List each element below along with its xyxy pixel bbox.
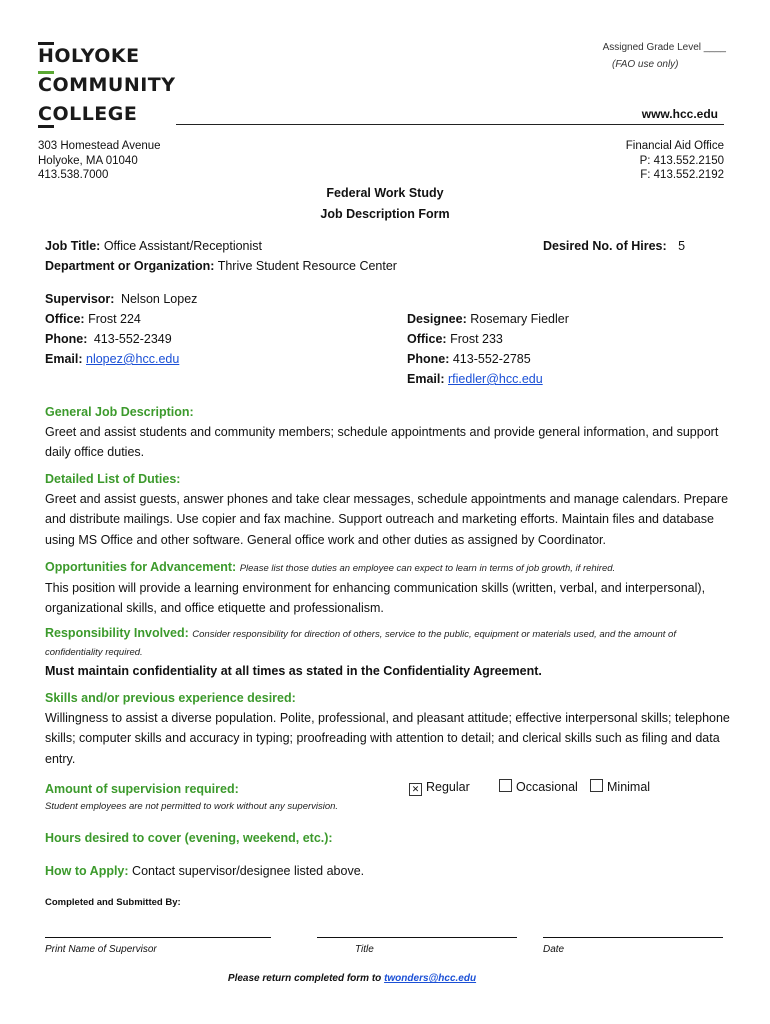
logo-line-community: COMMUNITY bbox=[38, 71, 176, 100]
designee-office-field: Office: Frost 233 bbox=[407, 332, 503, 346]
skills-text: Willingness to assist a diverse population. Polite, professional, and pleasant attitude; effective interpersonal skills; telephone skills; computer skills and accuracy in typing; proofreading with attention to detail; and clerical skills such as filing and data entry. bbox=[45, 711, 730, 766]
address-city: Holyoke, MA 01040 bbox=[38, 154, 138, 167]
general-description-text: Greet and assist students and community members; schedule appointments and provide general information, and support daily office duties. bbox=[45, 425, 719, 460]
apply-row bbox=[45, 861, 364, 881]
supervisor-name-field: Supervisor: Nelson Lopez bbox=[45, 292, 198, 306]
department-field: Department or Organization: Thrive Student Resource Center bbox=[45, 259, 397, 273]
responsibility-heading: Responsibility Involved: bbox=[45, 626, 189, 640]
completed-by-label: Completed and Submitted By: bbox=[45, 897, 181, 908]
skills-heading: Skills and/or previous experience desired: bbox=[45, 691, 296, 705]
general-description-heading: General Job Description: bbox=[45, 405, 194, 419]
office-fax: F: 413.552.2192 bbox=[640, 169, 724, 181]
supervision-option-occasional[interactable]: Occasional bbox=[499, 777, 578, 797]
supervision-option-regular[interactable]: ✕ Regular bbox=[409, 777, 470, 797]
job-title-field: Job Title: Office Assistant/Receptionist bbox=[45, 239, 263, 253]
office-phone: P: 413.552.2150 bbox=[639, 154, 724, 167]
regular-checkbox[interactable]: ✕ bbox=[409, 783, 422, 796]
title-line[interactable] bbox=[317, 937, 517, 938]
department-value: Thrive Student Resource Center bbox=[217, 259, 397, 273]
supervisor-name-value: Nelson Lopez bbox=[120, 292, 198, 306]
supervision-option-minimal[interactable]: Minimal bbox=[590, 777, 650, 797]
advancement-heading-row bbox=[45, 557, 745, 579]
apply-text: Contact supervisor/designee listed above. bbox=[132, 864, 365, 878]
form-title-line2: Job Description Form bbox=[320, 207, 450, 221]
hours-heading: Hours desired to cover (evening, weekend, etc.): bbox=[45, 831, 333, 845]
website-link[interactable]: www.hcc.edu bbox=[641, 107, 718, 121]
address-street: 303 Homestead Avenue bbox=[38, 140, 161, 152]
date-line[interactable] bbox=[543, 937, 723, 938]
designee-phone-field: Phone: 413-552-2785 bbox=[407, 352, 531, 366]
date-label: Date bbox=[543, 944, 565, 955]
designee-email-field: Email: rfiedler@hcc.edu bbox=[407, 372, 543, 386]
supervisor-office-field: Office: Frost 224 bbox=[45, 312, 141, 326]
desired-hires-value: 5 bbox=[678, 239, 686, 253]
supervision-heading: Amount of supervision required: bbox=[45, 782, 239, 796]
logo-line-holyoke: HOLYOKE bbox=[38, 42, 176, 71]
title-label: Title bbox=[355, 944, 374, 955]
form-title bbox=[0, 183, 770, 225]
form-title-line1: Federal Work Study bbox=[326, 186, 444, 200]
designee-name-field: Designee: Rosemary Fiedler bbox=[407, 312, 569, 326]
occasional-checkbox[interactable] bbox=[499, 779, 512, 792]
college-logo bbox=[38, 42, 176, 129]
advancement-text: This position will provide a learning environment for enhancing communication skills (written, verbal, and interpersonal), organizational skills, and office etiquette and professionalism. bbox=[45, 581, 706, 616]
advancement-note: Please list those duties an employee can expect to learn in terms of job growth, if rehired. bbox=[239, 563, 616, 574]
supervision-note: Student employees are not permitted to work without any supervision. bbox=[45, 801, 339, 812]
logo-line-college: COLLEGE bbox=[38, 100, 176, 129]
responsibility-text: Must maintain confidentiality at all times as stated in the Confidentiality Agreement. bbox=[45, 664, 542, 678]
minimal-checkbox[interactable] bbox=[590, 779, 603, 792]
address-phone: 413.538.7000 bbox=[38, 169, 109, 181]
return-email-link[interactable]: twonders@hcc.edu bbox=[384, 973, 477, 984]
advancement-heading: Opportunities for Advancement: bbox=[45, 560, 237, 574]
supervisor-phone-field: Phone: 413-552-2349 bbox=[45, 332, 172, 346]
office-name: Financial Aid Office bbox=[625, 140, 724, 152]
designee-email-link[interactable]: rfiedler@hcc.edu bbox=[448, 372, 543, 386]
job-title-value: Office Assistant/Receptionist bbox=[103, 239, 263, 253]
supervisor-email-field: Email: nlopez@hcc.edu bbox=[45, 352, 180, 366]
responsibility-note: Consider responsibility for direction of others, service to the public, equipment or materials used, and the amount of confidentiality required. bbox=[45, 629, 676, 658]
return-instructions: Please return completed form to twonders@hcc.edu bbox=[227, 973, 477, 984]
duties-text: Greet and assist guests, answer phones and take clear messages, schedule appointments and manage calendars. Prepare and distribute mailings. Use copier and fax machine. Support outreach and marketing efforts. Maintain files and database using MS Office and other software. General office work and other duties as assigned by Coordinator. bbox=[45, 492, 729, 547]
supervisor-email-link[interactable]: nlopez@hcc.edu bbox=[86, 352, 180, 366]
desired-hires-field: Desired No. of Hires: 5 bbox=[543, 239, 686, 253]
duties-heading: Detailed List of Duties: bbox=[45, 472, 181, 486]
responsibility-heading-row bbox=[45, 625, 735, 661]
financial-aid-office-contact bbox=[626, 139, 724, 183]
header-divider bbox=[176, 124, 724, 125]
assigned-grade-level: Assigned Grade Level ____ bbox=[602, 42, 726, 53]
fao-use-only: (FAO use only) bbox=[612, 59, 679, 70]
apply-heading: How to Apply: bbox=[45, 864, 129, 878]
college-address bbox=[38, 139, 161, 183]
print-name-label: Print Name of Supervisor bbox=[45, 944, 157, 955]
print-name-line[interactable] bbox=[45, 937, 271, 938]
